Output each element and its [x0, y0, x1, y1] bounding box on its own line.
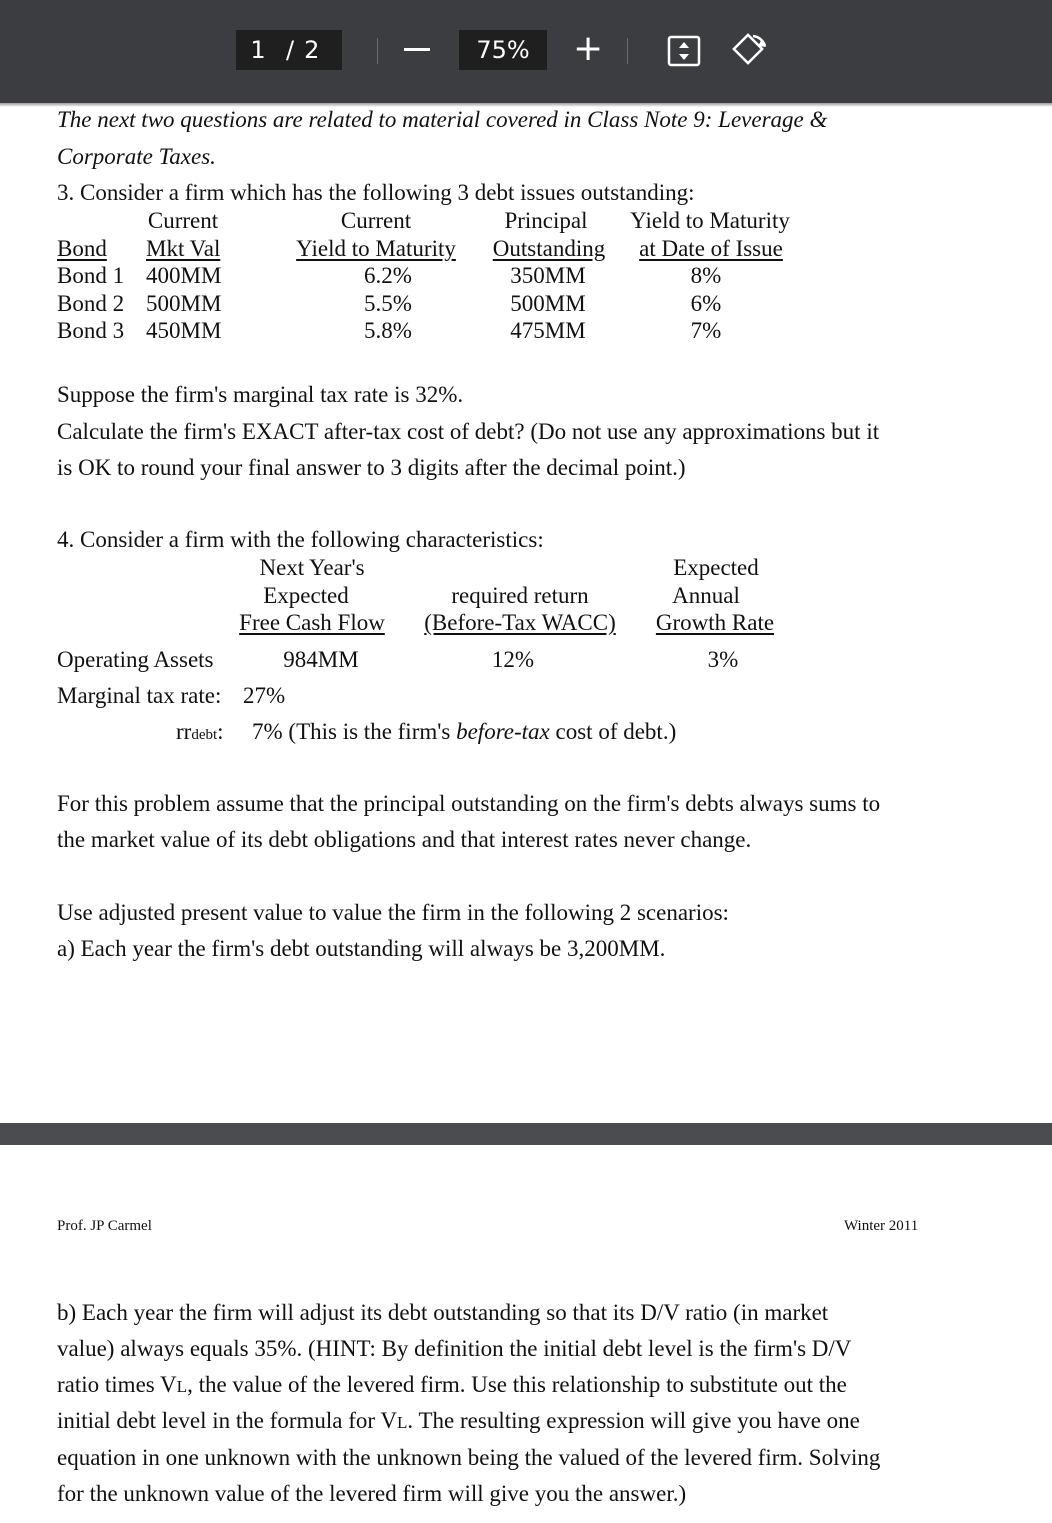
table-row-bond: Bond 1: [57, 263, 125, 288]
intro-line-1: The next two questions are related to material covered in Class Note 9: Leverage &: [57, 107, 828, 132]
b-line-4-a: initial debt level in the formula for V: [57, 1408, 398, 1433]
q4-apv-line: Use adjusted present value to value the firm in the following 2 scenarios:: [57, 900, 729, 925]
q4-header-fcf-3: Free Cash Flow: [239, 610, 385, 635]
q3-header-principal: Principal: [504, 208, 588, 233]
table-row-ytm-issue: 7%: [690, 318, 722, 343]
rdebt-tail: cost of debt.): [549, 719, 677, 744]
footer-term: Winter 2011: [844, 1218, 919, 1234]
q3-tax-line: Suppose the firm's marginal tax rate is 32%.: [57, 382, 464, 407]
q3-header-mkt-val: Mkt Val: [146, 236, 221, 261]
q4-tax-label: Marginal tax rate:: [57, 683, 222, 708]
table-row-principal: 500MM: [510, 291, 586, 316]
total-pages: 2: [304, 36, 320, 64]
table-row-bond: Bond 2: [57, 291, 125, 316]
q4-row-rr: 12%: [491, 647, 535, 672]
q4-row-g: 3%: [707, 647, 739, 672]
table-row-mkt-val: 450MM: [146, 318, 222, 343]
rdebt-colon: :: [217, 719, 224, 744]
q4-a-line: a) Each year the firm's debt outstanding will always be 3,200MM.: [57, 936, 666, 961]
q4-title: 4. Consider a firm with the following characteristics:: [57, 527, 544, 552]
q3-header-bond: Bond: [57, 236, 107, 261]
q3-calc-line-1: Calculate the firm's EXACT after-tax cost of debt? (Do not use any approximations but it: [57, 419, 880, 444]
rdebt-symbol-r: r: [183, 719, 192, 744]
q3-header-ytm: Yield to Maturity: [296, 236, 456, 261]
table-row-ytm-issue: 8%: [690, 263, 722, 288]
fit-to-page-icon[interactable]: [667, 35, 701, 67]
q4-tax-value: 27%: [243, 683, 286, 708]
footer-author: Prof. JP Carmel: [57, 1218, 152, 1234]
b-line-4: [57, 1407, 860, 1436]
intro-line-2: Corporate Taxes.: [57, 144, 216, 169]
q4-header-g-1: Expected: [673, 555, 759, 580]
page-separator: /: [286, 36, 295, 64]
page-separator-bar: [0, 1123, 1052, 1145]
q3-header-current-2: Current: [340, 208, 412, 233]
b-line-3-a: ratio times V: [57, 1372, 177, 1397]
b-line-4-b: . The resulting expression will give you have one: [407, 1408, 860, 1433]
q3-header-at-date: at Date of Issue: [639, 236, 783, 261]
b-line-2: value) always equals 35%. (HINT: By definition the initial debt level is the firm's D/V: [57, 1336, 852, 1361]
q3-header-outstanding: Outstanding: [492, 236, 606, 261]
table-row-bond: Bond 3: [57, 318, 125, 343]
q4-header-g-3: Growth Rate: [655, 610, 775, 635]
q3-header-ytm-issue-top: Yield to Maturity: [630, 208, 790, 233]
pdf-toolbar: [0, 0, 1052, 103]
rdebt-symbol: r: [176, 719, 184, 744]
q4-header-rr-3: (Before-Tax WACC): [424, 610, 616, 635]
b-line-4-sub: L: [397, 1413, 408, 1432]
b-line-3-sub: L: [176, 1377, 188, 1396]
table-row-ytm: 5.8%: [364, 318, 412, 343]
q4-row-fcf: 984MM: [283, 647, 359, 672]
toolbar-divider: [377, 38, 378, 64]
rdebt-italic: before-tax: [456, 719, 550, 744]
table-row-principal: 475MM: [510, 318, 586, 343]
table-row-principal: 350MM: [510, 263, 586, 288]
zoom-in-button[interactable]: +: [573, 28, 604, 69]
q4-header-fcf-2: Expected: [263, 583, 349, 608]
page-number-box: [236, 30, 342, 70]
table-row-ytm: 6.2%: [364, 263, 412, 288]
rdebt-subscript: debt: [191, 727, 218, 743]
table-row-ytm: 5.5%: [364, 291, 412, 316]
q3-header-current: Current: [147, 208, 219, 233]
q3-calc-line-2: is OK to round your final answer to 3 digits after the decimal point.): [57, 455, 686, 480]
b-line-1: b) Each year the firm will adjust its debt outstanding so that its D/V ratio (in market: [57, 1300, 829, 1325]
b-line-5: equation in one unknown with the unknown being the valued of the levered firm. Solving: [57, 1445, 881, 1470]
q4-assume-line-1: For this problem assume that the principal outstanding on the firm's debts always sums to: [57, 791, 881, 816]
q4-row-label: Operating Assets: [57, 647, 214, 672]
q4-rdebt-line: [176, 718, 224, 749]
q4-rdebt-value-line: [252, 718, 676, 745]
toolbar-divider: [627, 38, 628, 64]
b-line-6: for the unknown value of the levered firm will give you the answer.): [57, 1481, 687, 1506]
table-row-mkt-val: 500MM: [146, 291, 222, 316]
table-row-ytm-issue: 6%: [690, 291, 722, 316]
q4-header-fcf-1: Next Year's: [259, 555, 365, 580]
q4-header-rr-2: required return: [451, 583, 589, 608]
zoom-out-button[interactable]: [404, 48, 430, 51]
zoom-level-input[interactable]: 75%: [459, 30, 547, 70]
rdebt-value: 7% (This is the firm's: [252, 719, 457, 744]
q4-header-g-2: Annual: [672, 583, 740, 608]
q3-title: 3. Consider a firm which has the following 3 debt issues outstanding:: [57, 180, 695, 205]
q4-assume-line-2: the market value of its debt obligations and that interest rates never change.: [57, 827, 752, 852]
b-line-3-b: , the value of the levered firm. Use this relationship to substitute out the: [187, 1372, 847, 1397]
b-line-3: [57, 1371, 847, 1400]
current-page-input[interactable]: 1: [250, 36, 266, 64]
table-row-mkt-val: 400MM: [146, 263, 222, 288]
rotate-icon[interactable]: [729, 30, 771, 70]
